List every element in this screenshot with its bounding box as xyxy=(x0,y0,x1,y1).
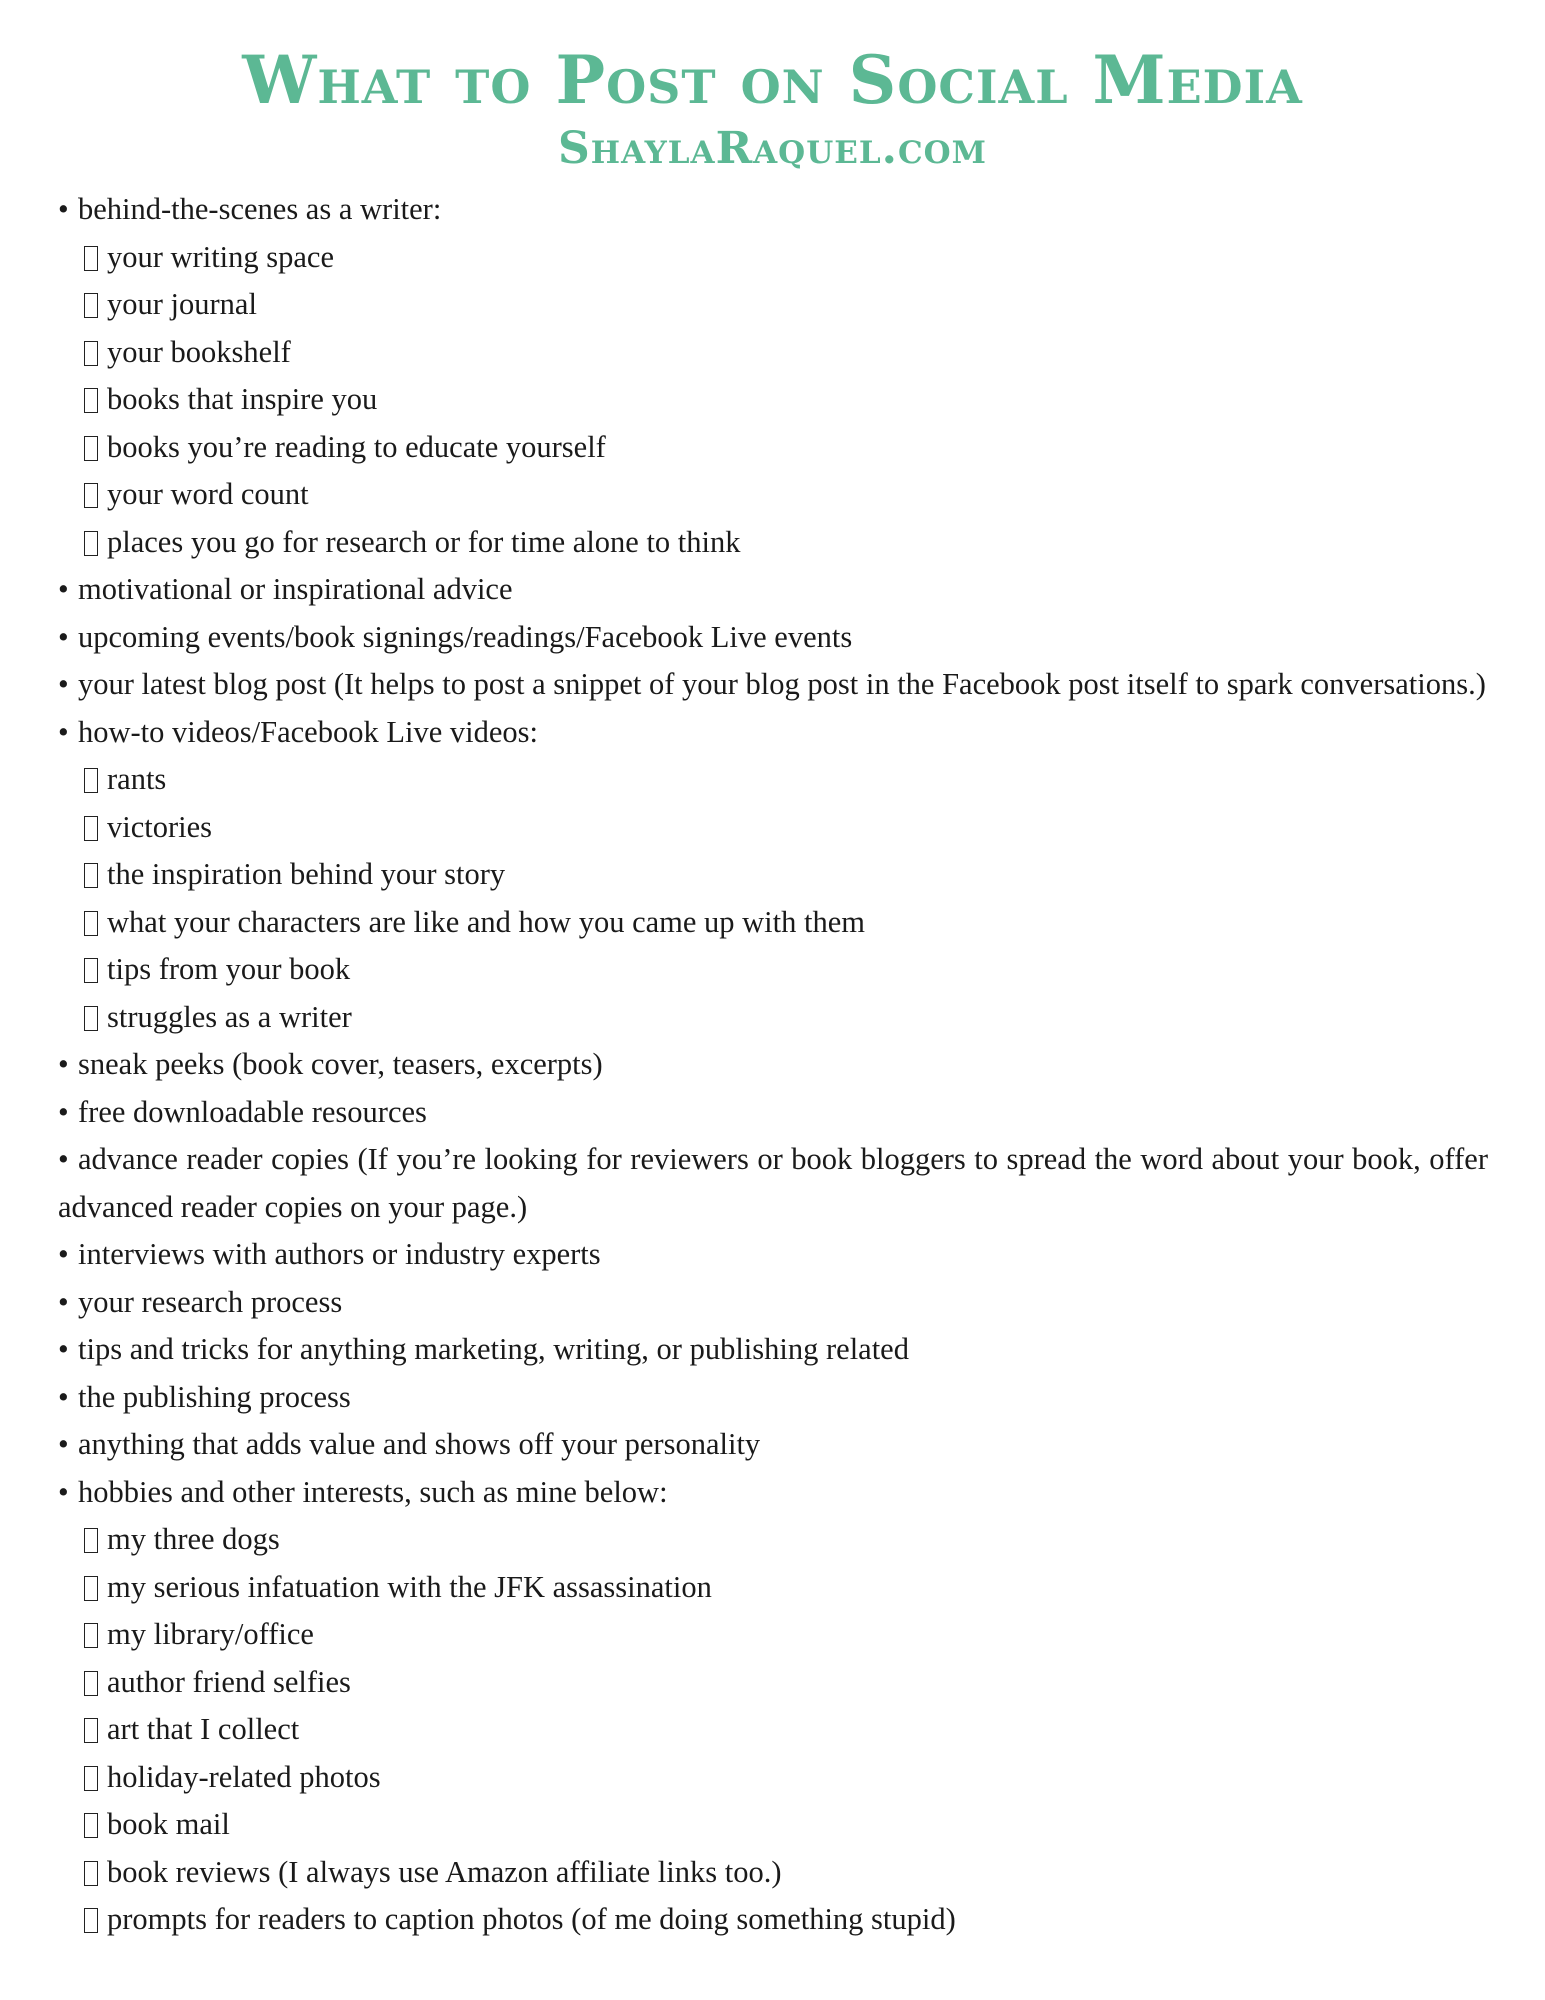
checkbox-icon xyxy=(84,1718,98,1743)
list-item-text: sneak peeks (book cover, teasers, excerpts) xyxy=(78,1047,603,1081)
list-item-text: hobbies and other interests, such as mine below: xyxy=(78,1474,668,1509)
sub-list-item xyxy=(58,519,1488,567)
list-item-text: your journal xyxy=(107,287,257,321)
checkbox-icon xyxy=(84,1623,98,1648)
list-item-text: behind-the-scenes as a writer: xyxy=(78,192,442,226)
list-item xyxy=(58,614,1488,662)
checkbox-icon xyxy=(84,768,98,793)
checkbox-icon xyxy=(84,1813,98,1838)
checkbox-icon xyxy=(84,1528,98,1553)
list-item xyxy=(58,661,1488,709)
checkbox-icon xyxy=(84,1861,98,1886)
list-item-text: the inspiration behind your story xyxy=(107,857,506,891)
list-item xyxy=(58,566,1488,614)
checkbox-icon xyxy=(84,388,98,413)
list-item xyxy=(58,1089,1488,1137)
list-item-text: your bookshelf xyxy=(107,334,291,369)
list-item-text: book mail xyxy=(107,1807,230,1841)
list-item-text: the publishing process xyxy=(78,1379,351,1414)
checkbox-icon xyxy=(84,1766,98,1791)
checkbox-icon xyxy=(84,1671,98,1696)
sub-list-item xyxy=(58,376,1488,424)
list-item xyxy=(58,1231,1488,1279)
bullet-icon: • xyxy=(58,1332,69,1366)
list-item xyxy=(58,1136,1488,1231)
bullet-icon: • xyxy=(58,1237,69,1271)
bullet-icon: • xyxy=(58,667,69,701)
list-item-text: your latest blog post (It helps to post a snippet of your blog post in the Facebook post itself to spark conversations.) xyxy=(78,667,1486,701)
list-item-text: your research process xyxy=(78,1284,343,1319)
checkbox-icon xyxy=(84,246,98,271)
list-item-text: my library/office xyxy=(107,1617,314,1651)
list-item xyxy=(58,1469,1488,1517)
page-header xyxy=(0,38,1545,176)
list-item-text: victories xyxy=(107,809,213,844)
checkbox-icon xyxy=(84,1576,98,1601)
list-item xyxy=(58,709,1488,757)
list-item-text: motivational or inspirational advice xyxy=(78,572,513,606)
list-item-text: art that I collect xyxy=(107,1712,300,1746)
list-item-text: my three dogs xyxy=(107,1522,280,1556)
list-item-text: tips and tricks for anything marketing, writing, or publishing related xyxy=(78,1332,909,1366)
list-item-text: struggles as a writer xyxy=(107,999,352,1034)
sub-list-item xyxy=(58,1659,1488,1707)
list-item-text: prompts for readers to caption photos (of me doing something stupid) xyxy=(107,1902,956,1936)
list-item-text: how-to videos/Facebook Live videos: xyxy=(78,714,538,749)
checkbox-icon xyxy=(84,911,98,936)
checkbox-icon xyxy=(84,436,98,461)
sub-list-item xyxy=(58,234,1488,282)
list-item xyxy=(58,1374,1488,1422)
checkbox-icon xyxy=(84,958,98,983)
checkbox-icon xyxy=(84,341,98,366)
list-item-text: my serious infatuation with the JFK assassination xyxy=(107,1569,712,1604)
checkbox-icon xyxy=(84,1006,98,1031)
bullet-icon: • xyxy=(58,1142,69,1176)
list-item xyxy=(58,1279,1488,1327)
list-item-text: tips from your book xyxy=(107,952,351,986)
checkbox-icon xyxy=(84,483,98,508)
bullet-icon: • xyxy=(58,714,69,749)
sub-list-item xyxy=(58,899,1488,947)
list-item-text: book reviews (I always use Amazon affiliate links too.) xyxy=(107,1854,782,1889)
page-subtitle: ShaylaRaquel.com xyxy=(558,123,987,174)
bullet-icon: • xyxy=(58,1474,69,1509)
list-item-text: books you’re reading to educate yourself xyxy=(107,429,606,464)
list-item xyxy=(58,1326,1488,1374)
list-item-text: free downloadable resources xyxy=(78,1094,427,1129)
sub-list-item xyxy=(58,1706,1488,1754)
sub-list-item xyxy=(58,281,1488,329)
list-item-text: places you go for research or for time alone to think xyxy=(107,524,741,559)
sub-list-item xyxy=(58,804,1488,852)
list-item-text: what your characters are like and how you came up with them xyxy=(107,904,865,939)
sub-list-item xyxy=(58,1564,1488,1612)
list-item-text: your word count xyxy=(107,477,309,511)
list-item-text: rants xyxy=(107,762,167,796)
sub-list-item xyxy=(58,471,1488,519)
sub-list-item xyxy=(58,1754,1488,1802)
list-item-text: author friend selfies xyxy=(107,1664,351,1699)
list-item-text: anything that adds value and shows off your personality xyxy=(78,1427,761,1461)
checkbox-icon xyxy=(84,293,98,318)
bullet-icon: • xyxy=(58,1094,69,1129)
bullet-icon: • xyxy=(58,1047,69,1081)
bullet-icon: • xyxy=(58,192,69,226)
sub-list-item xyxy=(58,946,1488,994)
sub-list-item xyxy=(58,424,1488,472)
sub-list-item xyxy=(58,1801,1488,1849)
list-item-text: upcoming events/book signings/readings/Facebook Live events xyxy=(78,619,853,654)
list-item xyxy=(58,1041,1488,1089)
sub-list-item xyxy=(58,756,1488,804)
sub-list-item xyxy=(58,1611,1488,1659)
list-item-text: interviews with authors or industry experts xyxy=(78,1237,601,1271)
sub-list-item xyxy=(58,1896,1488,1944)
list-item-text: books that inspire you xyxy=(107,382,378,416)
bullet-icon: • xyxy=(58,1427,69,1461)
list-item-text: holiday-related photos xyxy=(107,1759,381,1794)
list-item xyxy=(58,1421,1488,1469)
checkbox-icon xyxy=(84,531,98,556)
bullet-icon: • xyxy=(58,1379,69,1414)
bullet-icon: • xyxy=(58,1284,69,1319)
checkbox-icon xyxy=(84,863,98,888)
sub-list-item xyxy=(58,1849,1488,1897)
list-item xyxy=(58,186,1488,234)
bullet-icon: • xyxy=(58,572,69,606)
content-list xyxy=(58,186,1488,1944)
sub-list-item xyxy=(58,329,1488,377)
sub-list-item xyxy=(58,994,1488,1042)
list-item-text: your writing space xyxy=(107,239,334,274)
bullet-icon: • xyxy=(58,619,69,654)
page-title: What to Post on Social Media xyxy=(242,41,1303,119)
sub-list-item xyxy=(58,851,1488,899)
checkbox-icon xyxy=(84,1908,98,1933)
checkbox-icon xyxy=(84,816,98,841)
list-item-text: advance reader copies (If you’re looking for reviewers or book bloggers to spread the word about your book, offer advanced reader copies on your page.) xyxy=(58,1142,1488,1224)
sub-list-item xyxy=(58,1516,1488,1564)
